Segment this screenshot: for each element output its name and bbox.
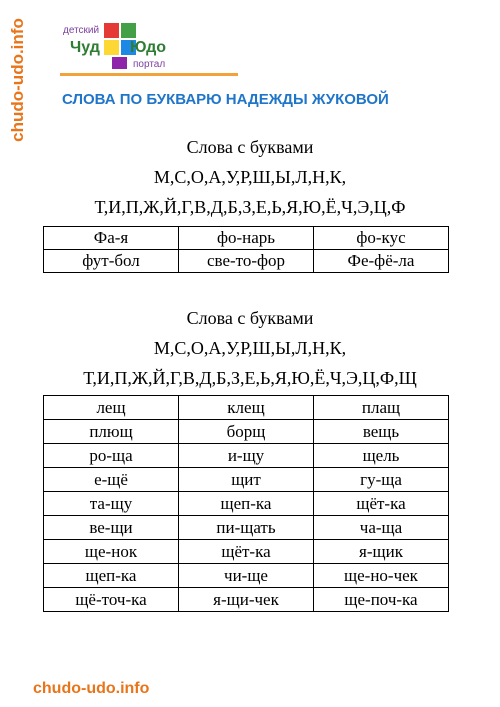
table-cell: ча-ща bbox=[314, 516, 449, 540]
logo-divider bbox=[60, 73, 238, 76]
table-row bbox=[44, 420, 449, 444]
table-cell: та-щу bbox=[44, 492, 179, 516]
page-title: СЛОВА ПО БУКВАРЮ НАДЕЖДЫ ЖУКОВОЙ bbox=[62, 91, 389, 108]
logo-word-left: Чуд bbox=[70, 39, 100, 56]
table-row bbox=[44, 396, 449, 420]
section2-heading: Слова с буквами bbox=[186, 308, 314, 328]
table-row bbox=[44, 564, 449, 588]
table-cell: фут-бол bbox=[44, 250, 179, 273]
table-cell: гу-ща bbox=[314, 468, 449, 492]
table-cell: ще-но-чек bbox=[314, 564, 449, 588]
footer-brand[interactable]: chudo-udo.info bbox=[33, 680, 150, 697]
table-cell: Фе-фё-ла bbox=[314, 250, 449, 273]
table-cell: фо-нарь bbox=[179, 227, 314, 250]
section2-word-table bbox=[43, 395, 449, 612]
table-cell: щё-точ-ка bbox=[44, 588, 179, 612]
table-cell: щель bbox=[314, 444, 449, 468]
table-row bbox=[44, 227, 449, 250]
table-cell: чи-ще bbox=[179, 564, 314, 588]
table-cell: ро-ща bbox=[44, 444, 179, 468]
table-cell: щеп-ка bbox=[44, 564, 179, 588]
table-row bbox=[44, 250, 449, 273]
table-cell: щёт-ка bbox=[179, 540, 314, 564]
table-cell: ве-щи bbox=[44, 516, 179, 540]
side-brand-text: chudo-udo.info bbox=[8, 18, 27, 142]
section1-letters-line2: Т,И,П,Ж,Й,Г,В,Д,Б,З,Е,Ь,Я,Ю,Ё,Ч,Э,Ц,Ф bbox=[94, 197, 406, 217]
table-row bbox=[44, 588, 449, 612]
table-cell: Фа-я bbox=[44, 227, 179, 250]
site-logo[interactable] bbox=[60, 15, 240, 77]
logo-top-text: детский bbox=[63, 25, 100, 36]
section1-word-table bbox=[43, 226, 449, 273]
section2-letters-line1: М,С,О,А,У,Р,Ш,Ы,Л,Н,К, bbox=[153, 338, 347, 358]
logo-word-right: Юдо bbox=[130, 39, 167, 56]
side-brand-watermark bbox=[2, 20, 34, 140]
table-row bbox=[44, 540, 449, 564]
table-cell: борщ bbox=[179, 420, 314, 444]
table-cell: пи-щать bbox=[179, 516, 314, 540]
logo-bottom-text: портал bbox=[133, 59, 166, 70]
table-cell: щёт-ка bbox=[314, 492, 449, 516]
table-cell: щит bbox=[179, 468, 314, 492]
table-cell: плющ bbox=[44, 420, 179, 444]
section1-letters-line1: М,С,О,А,У,Р,Ш,Ы,Л,Н,К, bbox=[153, 167, 347, 187]
table-cell: фо-кус bbox=[314, 227, 449, 250]
table-row bbox=[44, 516, 449, 540]
table-cell: я-щик bbox=[314, 540, 449, 564]
table-row bbox=[44, 492, 449, 516]
table-cell: вещь bbox=[314, 420, 449, 444]
table-cell: све-то-фор bbox=[179, 250, 314, 273]
section2-letters-line2: Т,И,П,Ж,Й,Г,В,Д,Б,З,Е,Ь,Я,Ю,Ё,Ч,Э,Ц,Ф,Щ bbox=[83, 368, 417, 388]
table-cell: плащ bbox=[314, 396, 449, 420]
table-cell: и-щу bbox=[179, 444, 314, 468]
table-cell: ще-поч-ка bbox=[314, 588, 449, 612]
table-cell: я-щи-чек bbox=[179, 588, 314, 612]
table-cell: щеп-ка bbox=[179, 492, 314, 516]
table-cell: клещ bbox=[179, 396, 314, 420]
table-cell: ще-нок bbox=[44, 540, 179, 564]
table-cell: лещ bbox=[44, 396, 179, 420]
table-row bbox=[44, 468, 449, 492]
table-row bbox=[44, 444, 449, 468]
section1-heading: Слова с буквами bbox=[186, 137, 314, 157]
table-cell: е-щё bbox=[44, 468, 179, 492]
